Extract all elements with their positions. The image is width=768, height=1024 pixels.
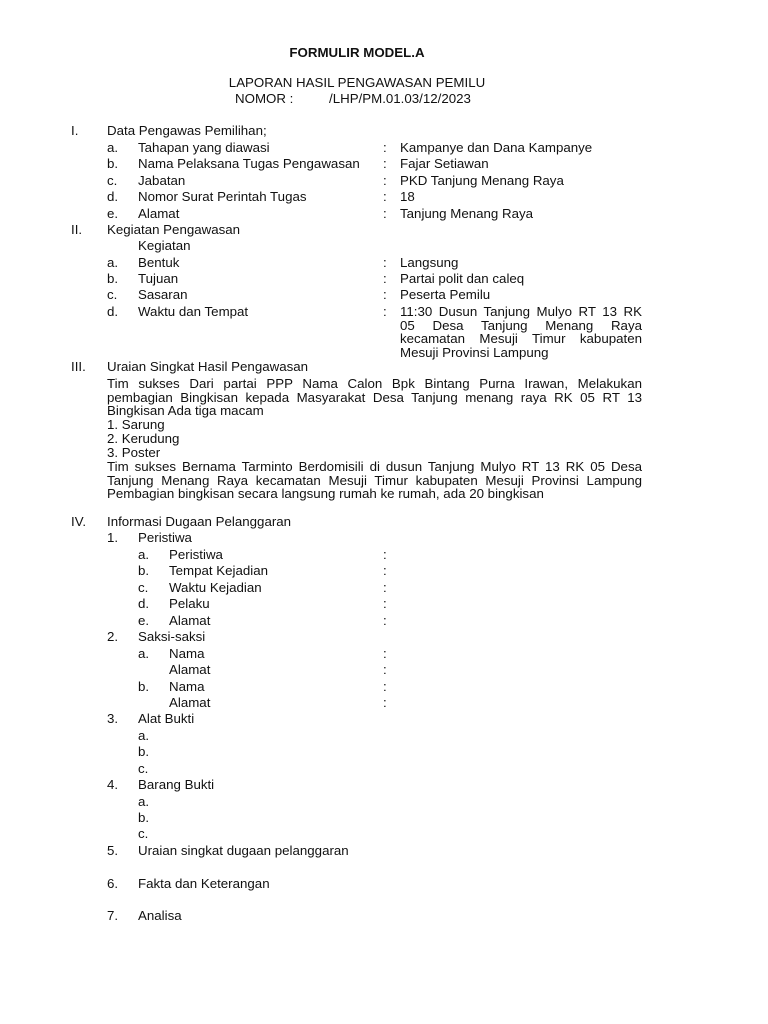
row-colon: : [383,140,387,155]
row-colon: : [383,304,387,319]
row-colon: : [383,563,387,578]
row-label: Nama [169,646,205,661]
section2-number: II. [71,222,83,237]
item-label: Analisa [138,908,182,923]
row-label: Sasaran [138,287,188,302]
row-label: Tujuan [138,271,179,286]
section1-heading: Data Pengawas Pemilihan; [107,123,267,138]
row-colon: : [383,679,387,694]
row-letter: a. [138,547,150,562]
row-letter: d. [107,189,119,204]
section3-number: III. [71,359,86,374]
report-title: LAPORAN HASIL PENGAWASAN PEMILU [228,75,486,90]
row-value: PKD Tanjung Menang Raya [400,173,564,188]
nomor-value: /LHP/PM.01.03/12/2023 [329,91,471,106]
section3-list-item: 1. Sarung [107,417,165,432]
section3-list-item: 3. Poster [107,445,161,460]
row-colon: : [383,271,387,286]
item-number: 6. [107,876,119,891]
row-label: Nomor Surat Perintah Tugas [138,189,307,204]
row-letter: b. [138,679,150,694]
section2-subheading: Kegiatan [138,238,191,253]
row-colon: : [383,580,387,595]
row-colon: : [383,596,387,611]
item-number: 2. [107,629,119,644]
row-colon: : [383,206,387,221]
row-label: Jabatan [138,173,186,188]
row-label: Alamat [138,206,180,221]
sub-letter: b. [138,810,150,825]
item-number: 5. [107,843,119,858]
row-colon: : [383,646,387,661]
item-label: Fakta dan Keterangan [138,876,270,891]
sub-letter: c. [138,761,149,776]
row-value: Langsung [400,255,459,270]
item-label: Peristiwa [138,530,192,545]
row-label: Nama [169,679,205,694]
item-number: 1. [107,530,119,545]
section4-heading: Informasi Dugaan Pelanggaran [107,514,292,529]
item-number: 4. [107,777,119,792]
item-number: 3. [107,711,119,726]
row-letter: a. [107,255,119,270]
row-letter: e. [138,613,150,628]
row-letter: b. [107,271,119,286]
nomor-label: NOMOR : [235,91,294,106]
item-number: 7. [107,908,119,923]
row-label: Pelaku [169,596,210,611]
section3-heading: Uraian Singkat Hasil Pengawasan [107,359,309,374]
section2-heading: Kegiatan Pengawasan [107,222,241,237]
row-value: Kampanye dan Dana Kampanye [400,140,593,155]
row-letter: d. [107,304,119,319]
row-value: Peserta Pemilu [400,287,491,302]
row-colon: : [383,255,387,270]
row-letter: a. [107,140,119,155]
row-letter: c. [107,173,118,188]
row-colon: : [383,173,387,188]
row-label: Waktu dan Tempat [138,304,249,319]
sub-letter: a. [138,794,150,809]
row-value: 18 [400,189,415,204]
row-colon: : [383,613,387,628]
sub-letter: c. [138,826,149,841]
row-letter: e. [107,206,119,221]
row-value: Tanjung Menang Raya [400,206,534,221]
row-label: Bentuk [138,255,180,270]
row-value: Fajar Setiawan [400,156,489,171]
form-title: FORMULIR MODEL.A [289,45,425,60]
row-label: Waktu Kejadian [169,580,262,595]
row-value-multiline: 11:30 Dusun Tanjung Mulyo RT 13 RK 05 Desa Tanjung Menang Raya kecamatan Mesuji Timur kabupaten Mesuji Provinsi Lampung [400,304,642,361]
row-letter: d. [138,596,150,611]
row-colon: : [383,156,387,171]
row-label: Tempat Kejadian [169,563,269,578]
row-colon: : [383,662,387,677]
row-label: Alamat [169,613,211,628]
row-letter: c. [107,287,118,302]
item-label: Uraian singkat dugaan pelanggaran [138,843,349,858]
row-label: Nama Pelaksana Tugas Pengawasan [138,156,360,171]
sub-letter: a. [138,728,150,743]
section1-number: I. [71,123,79,138]
row-label: Tahapan yang diawasi [138,140,270,155]
row-value: Partai polit dan caleq [400,271,525,286]
row-letter: b. [107,156,119,171]
row-colon: : [383,287,387,302]
item-label: Barang Bukti [138,777,215,792]
section3-list-item: 2. Kerudung [107,431,180,446]
row-letter: b. [138,563,150,578]
row-label: Alamat [169,662,211,677]
row-colon: : [383,695,387,710]
row-letter: c. [138,580,149,595]
section3-paragraph-1: Tim sukses Dari partai PPP Nama Calon Bpk Bintang Purna Irawan, Melakukan pembagian Bingkisan kepada Masyarakat Desa Tanjung menang raya RK 05 RT 13 Bingkisan Ada tiga macam [107,376,642,419]
section3-paragraph-2: Tim sukses Bernama Tarminto Berdomisili di dusun Tanjung Mulyo RT 13 RK 05 Desa Tanjung Menang Raya kecamatan Mesuji Timur kabupaten Mesuji Provinsi Lampung Pembagian bingkisan secara langsung rumah ke rumah, ada 20 bingkisan [107,459,642,502]
row-colon: : [383,547,387,562]
row-label: Peristiwa [169,547,223,562]
item-label: Alat Bukti [138,711,195,726]
row-colon: : [383,189,387,204]
sub-letter: b. [138,744,150,759]
section4-number: IV. [71,514,87,529]
item-label: Saksi-saksi [138,629,206,644]
row-label: Alamat [169,695,211,710]
row-letter: a. [138,646,150,661]
